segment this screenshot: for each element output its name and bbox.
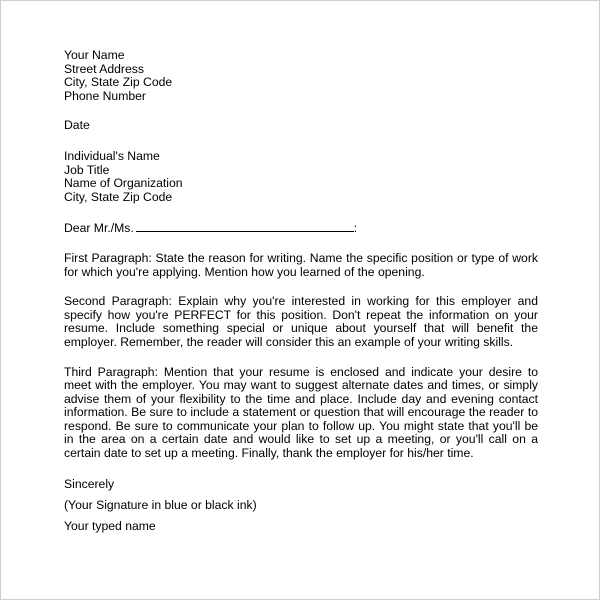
recipient-city: City, State Zip Code xyxy=(64,189,173,204)
letter-body xyxy=(64,49,538,533)
typed-name: Your typed name xyxy=(64,518,156,533)
sender-city: City, State Zip Code xyxy=(64,75,173,90)
signature-note: (Your Signature in blue or black ink) xyxy=(64,497,257,512)
salutation-suffix: : xyxy=(353,221,358,236)
salutation-prefix: Dear Mr./Ms. xyxy=(64,221,134,236)
sender-name: Your Name xyxy=(64,48,125,62)
sender-phone: Phone Number xyxy=(64,88,146,103)
salutation xyxy=(64,220,538,236)
first-paragraph: First Paragraph: State the reason for writing. Name the specific position or type of work for which you're applying. Mention how you learned of the opening. xyxy=(64,250,538,279)
recipient-address-block xyxy=(64,150,538,204)
sender-address-block xyxy=(64,49,538,103)
second-paragraph: Second Paragraph: Explain why you're interested in working for this employer and specify how you're PERFECT for this position. Don't repeat the information on your resume. Include something special or unique about yourself that will benefit the employer. Remember, the reader will consider this an example of your writing skills. xyxy=(64,294,538,349)
sender-street: Street Address xyxy=(64,61,144,76)
valediction: Sincerely xyxy=(64,476,115,491)
recipient-name: Individual's Name xyxy=(64,148,160,163)
third-paragraph: Third Paragraph: Mention that your resume is enclosed and indicate your desire to meet with the employer. You may want to suggest alternate dates and times, or simply advise them of your flexibility to the time and place. Include day and evening contact information. Be sure to include a statement or question that will encourage the reader to respond. Be sure to communicate your plan to follow up. You might state that you'll be in the area on a certain date and would like to set up a meeting, or you'll call on a certain date to set up a meeting. Finally, thank the employer for his/her time. xyxy=(64,364,538,461)
recipient-title: Job Title xyxy=(64,162,110,177)
recipient-organization: Name of Organization xyxy=(64,176,183,191)
letter-date: Date xyxy=(64,118,90,133)
closing-block xyxy=(64,477,538,533)
salutation-blank-line xyxy=(136,220,354,232)
